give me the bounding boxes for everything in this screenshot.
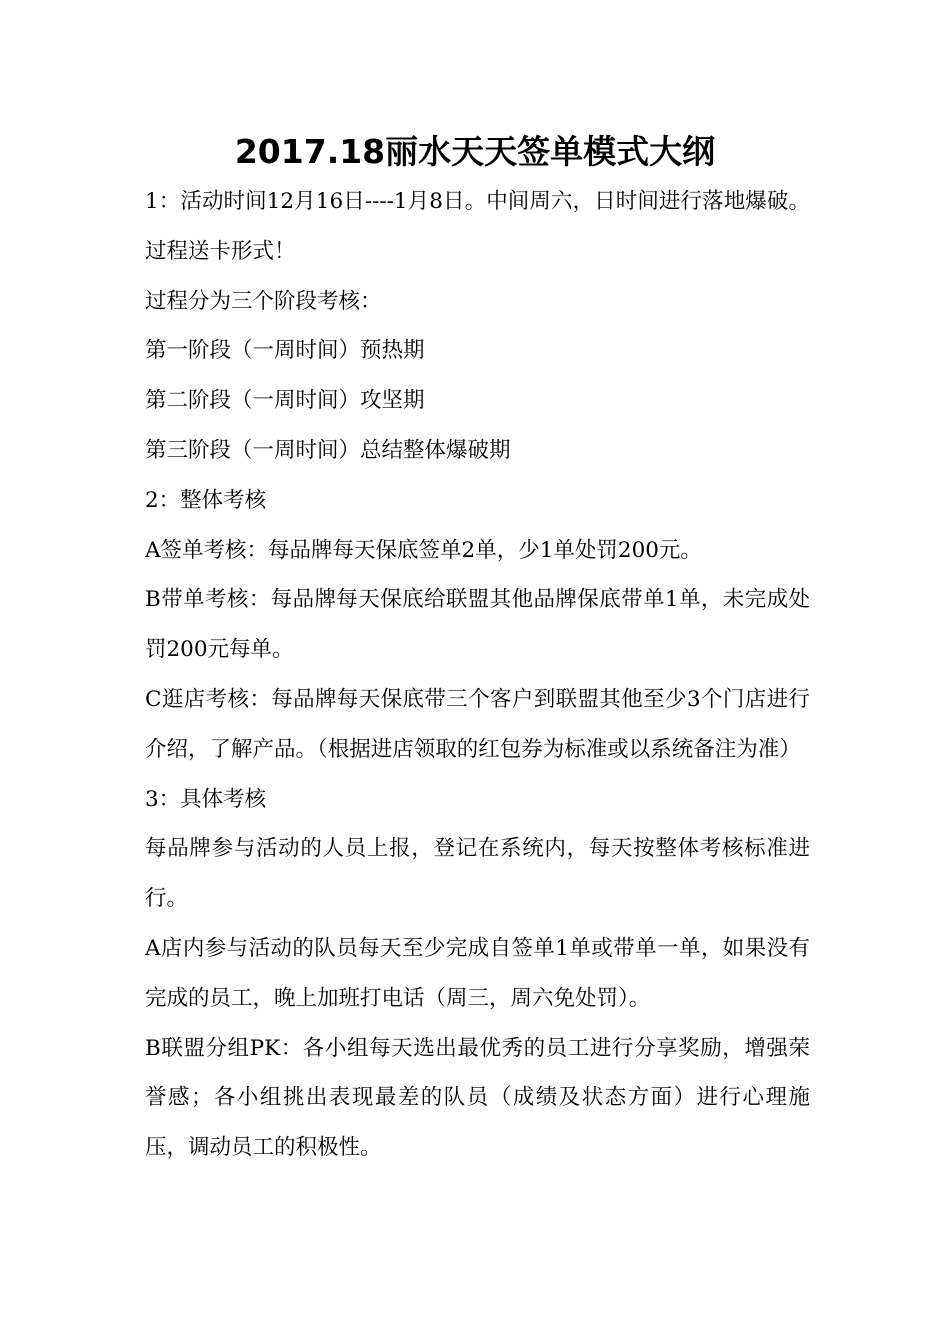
paragraph-stage-one: 第一阶段（一周时间）预热期 — [145, 338, 425, 364]
paragraph-staff-registration: 每品牌参与活动的人员上报，登记在系统内，每天按整体考核标准进行。 — [145, 836, 810, 912]
paragraph-stages-intro: 过程分为三个阶段考核： — [145, 288, 382, 314]
paragraph-in-store-members: A店内参与活动的队员每天至少完成自签单1单或带单一单，如果没有完成的员工，晚上加班打电话（周三，周六免处罚）。 — [145, 935, 810, 1011]
paragraph-store-visit-assessment: C逛店考核：每品牌每天保底带三个客户到联盟其他至少3个门店进行介绍，了解产品。（根据进店领取的红包券为标准或以系统备注为准） — [145, 686, 810, 762]
paragraph-stage-three: 第三阶段（一周时间）总结整体爆破期 — [145, 437, 511, 463]
paragraph-activity-time: 1：活动时间12月16日----1月8日。中间周六，日时间进行落地爆破。过程送卡形式！ — [145, 189, 810, 264]
paragraph-alliance-group-pk: B联盟分组PK：各小组每天选出最优秀的员工进行分享奖励，增强荣誉感；各小组挑出表现最差的队员（成绩及状态方面）进行心理施压，调动员工的积极性。 — [145, 1035, 810, 1161]
document-title: 2017.18丽水天天签单模式大纲 — [234, 132, 716, 171]
paragraph-signing-assessment: A签单考核：每品牌每天保底签单2单，少1单处罚200元。 — [145, 537, 702, 563]
section-heading-overall-assessment: 2：整体考核 — [145, 487, 267, 513]
document-body — [145, 177, 810, 1173]
section-heading-specific-assessment: 3：具体考核 — [145, 786, 267, 812]
paragraph-referral-assessment: B带单考核：每品牌每天保底给联盟其他品牌保底带单1单，未完成处罚200元每单。 — [145, 587, 810, 663]
paragraph-stage-two: 第二阶段（一周时间）攻坚期 — [145, 388, 425, 414]
